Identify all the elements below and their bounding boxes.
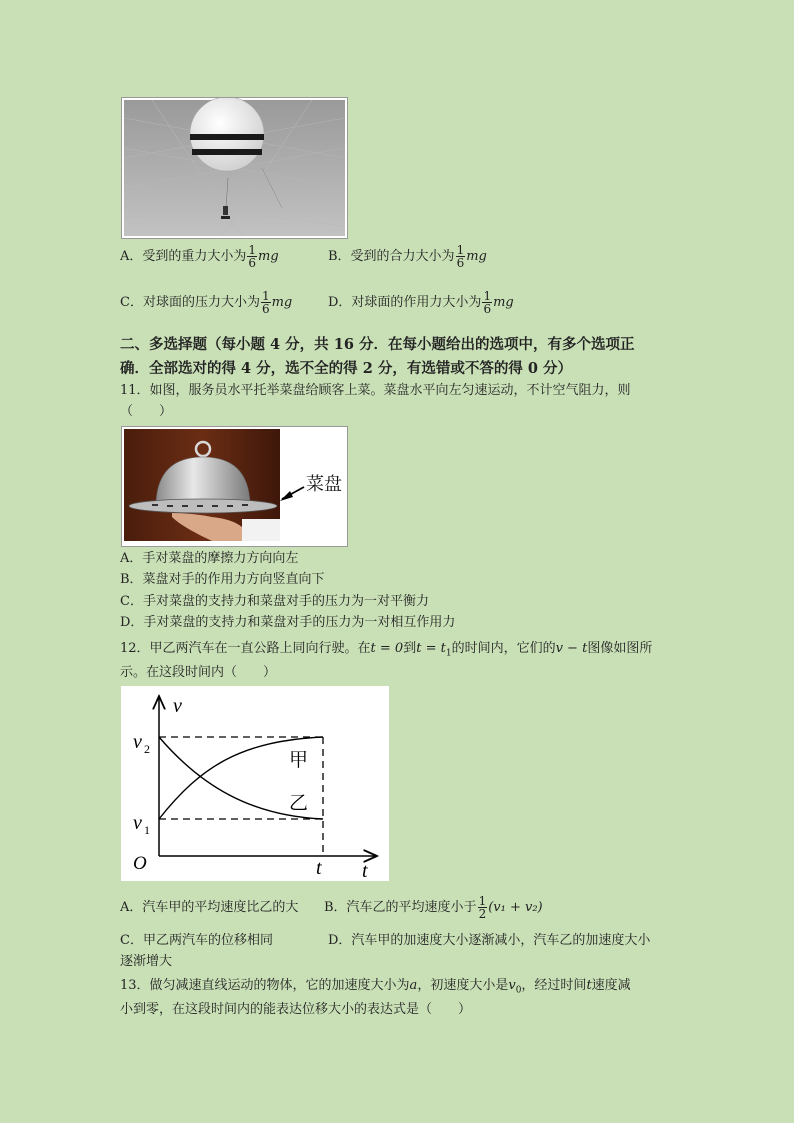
q12-option-d-line2: 逐渐增大 bbox=[120, 954, 173, 969]
plate-illustration bbox=[122, 427, 347, 546]
x-axis-label: t bbox=[362, 860, 368, 881]
fraction: $\frac{1}{6}$ bbox=[456, 243, 465, 270]
q13-stem-line1: 13．做匀减速直线运动的物体，它的加速度大小为a，初速度大小是$v_0$，经过时间t速度减 bbox=[120, 978, 631, 996]
vt-graph bbox=[121, 686, 389, 881]
fraction: $\frac{1}{6}$ bbox=[483, 289, 492, 316]
plate-photo bbox=[121, 426, 348, 547]
plate-label: 菜盘 bbox=[306, 474, 342, 495]
q11-option-a: A．手对菜盘的摩擦力方向向左 bbox=[120, 551, 299, 566]
origin-label: O bbox=[133, 853, 147, 874]
fraction: $\frac{1}{6}$ bbox=[261, 289, 270, 316]
q11-option-d: D．手对菜盘的支持力和菜盘对手的压力为一对相互作用力 bbox=[120, 615, 456, 630]
v1-subscript: 1 bbox=[144, 823, 150, 837]
balloon-illustration bbox=[122, 98, 347, 238]
vt-graph-svg bbox=[121, 686, 389, 881]
t-tick-label: t bbox=[316, 857, 322, 879]
q10-option-c: C．对球面的压力大小为 $\frac{1}{6}$ mg bbox=[120, 289, 293, 316]
y-axis-label: v bbox=[173, 695, 182, 717]
balloon-photo bbox=[121, 97, 348, 239]
q12-option-d-line1: D．汽车甲的加速度大小逐渐减小，汽车乙的加速度大小 bbox=[328, 933, 651, 948]
q10-option-b: B．受到的合力大小为 $\frac{1}{6}$ mg bbox=[328, 243, 487, 270]
v1-label: v bbox=[133, 812, 142, 834]
q10-option-d: D．对球面的作用力大小为 $\frac{1}{6}$ mg bbox=[328, 289, 514, 316]
option-c-text: C．对球面的压力大小为 bbox=[120, 295, 260, 310]
fraction: $\frac{1}{2}$ bbox=[478, 894, 487, 921]
q11-stem-line1: 11．如图，服务员水平托举菜盘给顾客上菜。菜盘水平向左匀速运动，不计空气阻力，则 bbox=[120, 383, 631, 398]
q11-option-c: C．手对菜盘的支持力和菜盘对手的压力为一对平衡力 bbox=[120, 594, 429, 609]
q12-option-c: C．甲乙两汽车的位移相同 bbox=[120, 933, 273, 948]
option-d-text: D．对球面的作用力大小为 bbox=[328, 295, 482, 310]
q12-option-a: A．汽车甲的平均速度比乙的大 bbox=[120, 900, 299, 915]
option-b-text: B．受到的合力大小为 bbox=[328, 249, 455, 264]
option-a-text: A．受到的重力大小为 bbox=[120, 249, 247, 264]
q12-stem-line2: 示。在这段时间内（ ） bbox=[120, 665, 277, 680]
label-jia: 甲 bbox=[289, 749, 309, 771]
section-heading-line2: 确．全部选对的得 4 分，选不全的得 2 分，有选错或不答的得 0 分） bbox=[120, 360, 573, 377]
q10-option-a: A．受到的重力大小为 $\frac{1}{6}$ mg bbox=[120, 243, 279, 270]
v2-subscript: 2 bbox=[144, 742, 150, 756]
label-yi: 乙 bbox=[289, 792, 309, 814]
q11-stem-line2: （ ） bbox=[120, 404, 173, 419]
fraction: $\frac{1}{6}$ bbox=[248, 243, 257, 270]
q11-option-b: B．菜盘对手的作用力方向竖直向下 bbox=[120, 572, 325, 587]
q13-stem-line2: 小到零，在这段时间内的能表达位移大小的表达式是（ ） bbox=[120, 1002, 472, 1017]
q12-stem-line1: 12．甲乙两汽车在一直公路上同向行驶。在t = 0到$t = t_1$的时间内，它们的v − t图像如图所 bbox=[120, 641, 653, 659]
section-heading-line1: 二、多选择题（每小题 4 分，共 16 分．在每小题给出的选项中，有多个选项正 bbox=[120, 336, 635, 353]
q12-option-b: B．汽车乙的平均速度小于 $\frac{1}{2}$ (v₁ + v₂) bbox=[324, 894, 543, 921]
v2-label: v bbox=[133, 731, 142, 753]
